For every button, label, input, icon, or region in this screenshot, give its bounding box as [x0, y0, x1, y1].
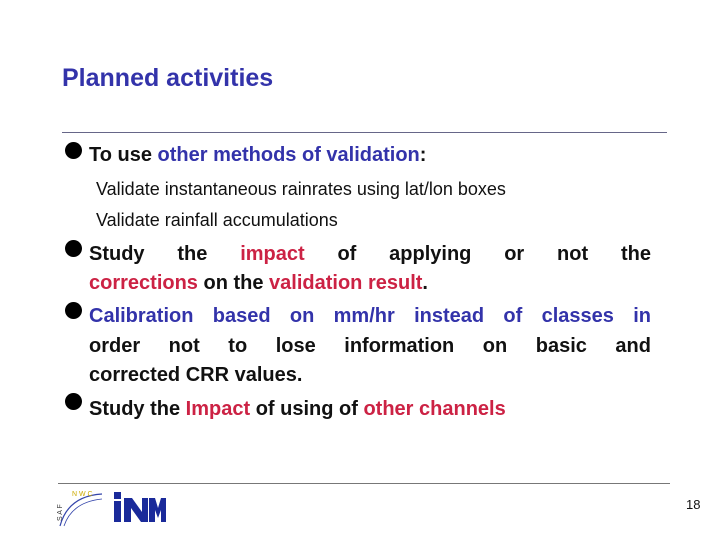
bullet-3-line-3: corrected CRR values. — [89, 364, 303, 386]
bullet-2-part-2: validation result — [269, 272, 423, 294]
page-number: 18 — [686, 497, 701, 512]
bullet-1-part-1: other methods of validation — [157, 144, 420, 166]
bullet-2-word: applying — [389, 243, 472, 265]
bullet-2-line-2 — [89, 269, 428, 298]
bullet-2-word-impact: impact — [240, 243, 305, 265]
bullet-2-word: or — [504, 243, 525, 265]
bullet-dot-3 — [65, 302, 82, 319]
bullet-dot-1 — [65, 142, 82, 159]
bullet-4-part-0: Study the — [89, 398, 186, 420]
bullet-2-part-3: . — [422, 272, 428, 294]
bullet-4-part-3: other channels — [363, 398, 506, 420]
bullet-2-word: the — [620, 243, 651, 265]
subitem-1: Validate instantaneous rainrates using lat/lon boxes — [96, 179, 506, 199]
bullet-4-part-1: Impact — [185, 398, 251, 420]
bullet-1-part-0: To use — [89, 144, 158, 166]
svg-text:S A F: S A F — [57, 504, 64, 521]
bullet-2-line-1 — [89, 240, 651, 269]
bullet-2-part-0: corrections — [89, 272, 198, 294]
bullet-dot-2 — [65, 240, 82, 257]
bullet-3-line-2: order not to lose information on basic and — [89, 335, 651, 357]
bullet-2-word: Study — [89, 243, 145, 265]
bullet-1-part-2: : — [419, 144, 427, 166]
subitem-2: Validate rainfall accumulations — [96, 210, 338, 230]
bullet-4-text — [89, 395, 506, 424]
bullet-dot-4 — [65, 393, 82, 410]
slide-title: Planned activities — [62, 64, 274, 92]
bullet-1-text — [89, 141, 426, 170]
bullet-2-word: not — [557, 243, 589, 265]
bullet-2-part-1: on the — [197, 272, 270, 294]
inm-logo — [112, 490, 166, 524]
bullet-2-word: the — [177, 243, 208, 265]
footer-divider — [58, 483, 670, 484]
title-divider — [62, 132, 667, 133]
bullet-2-word: of — [337, 243, 357, 265]
saf-nwc-logo — [50, 488, 106, 528]
svg-text:N W C: N W C — [72, 491, 93, 498]
bullet-4-part-2: of using of — [250, 398, 364, 420]
bullet-3-line-1: Calibration based on mm/hr instead of classes in — [89, 305, 651, 327]
